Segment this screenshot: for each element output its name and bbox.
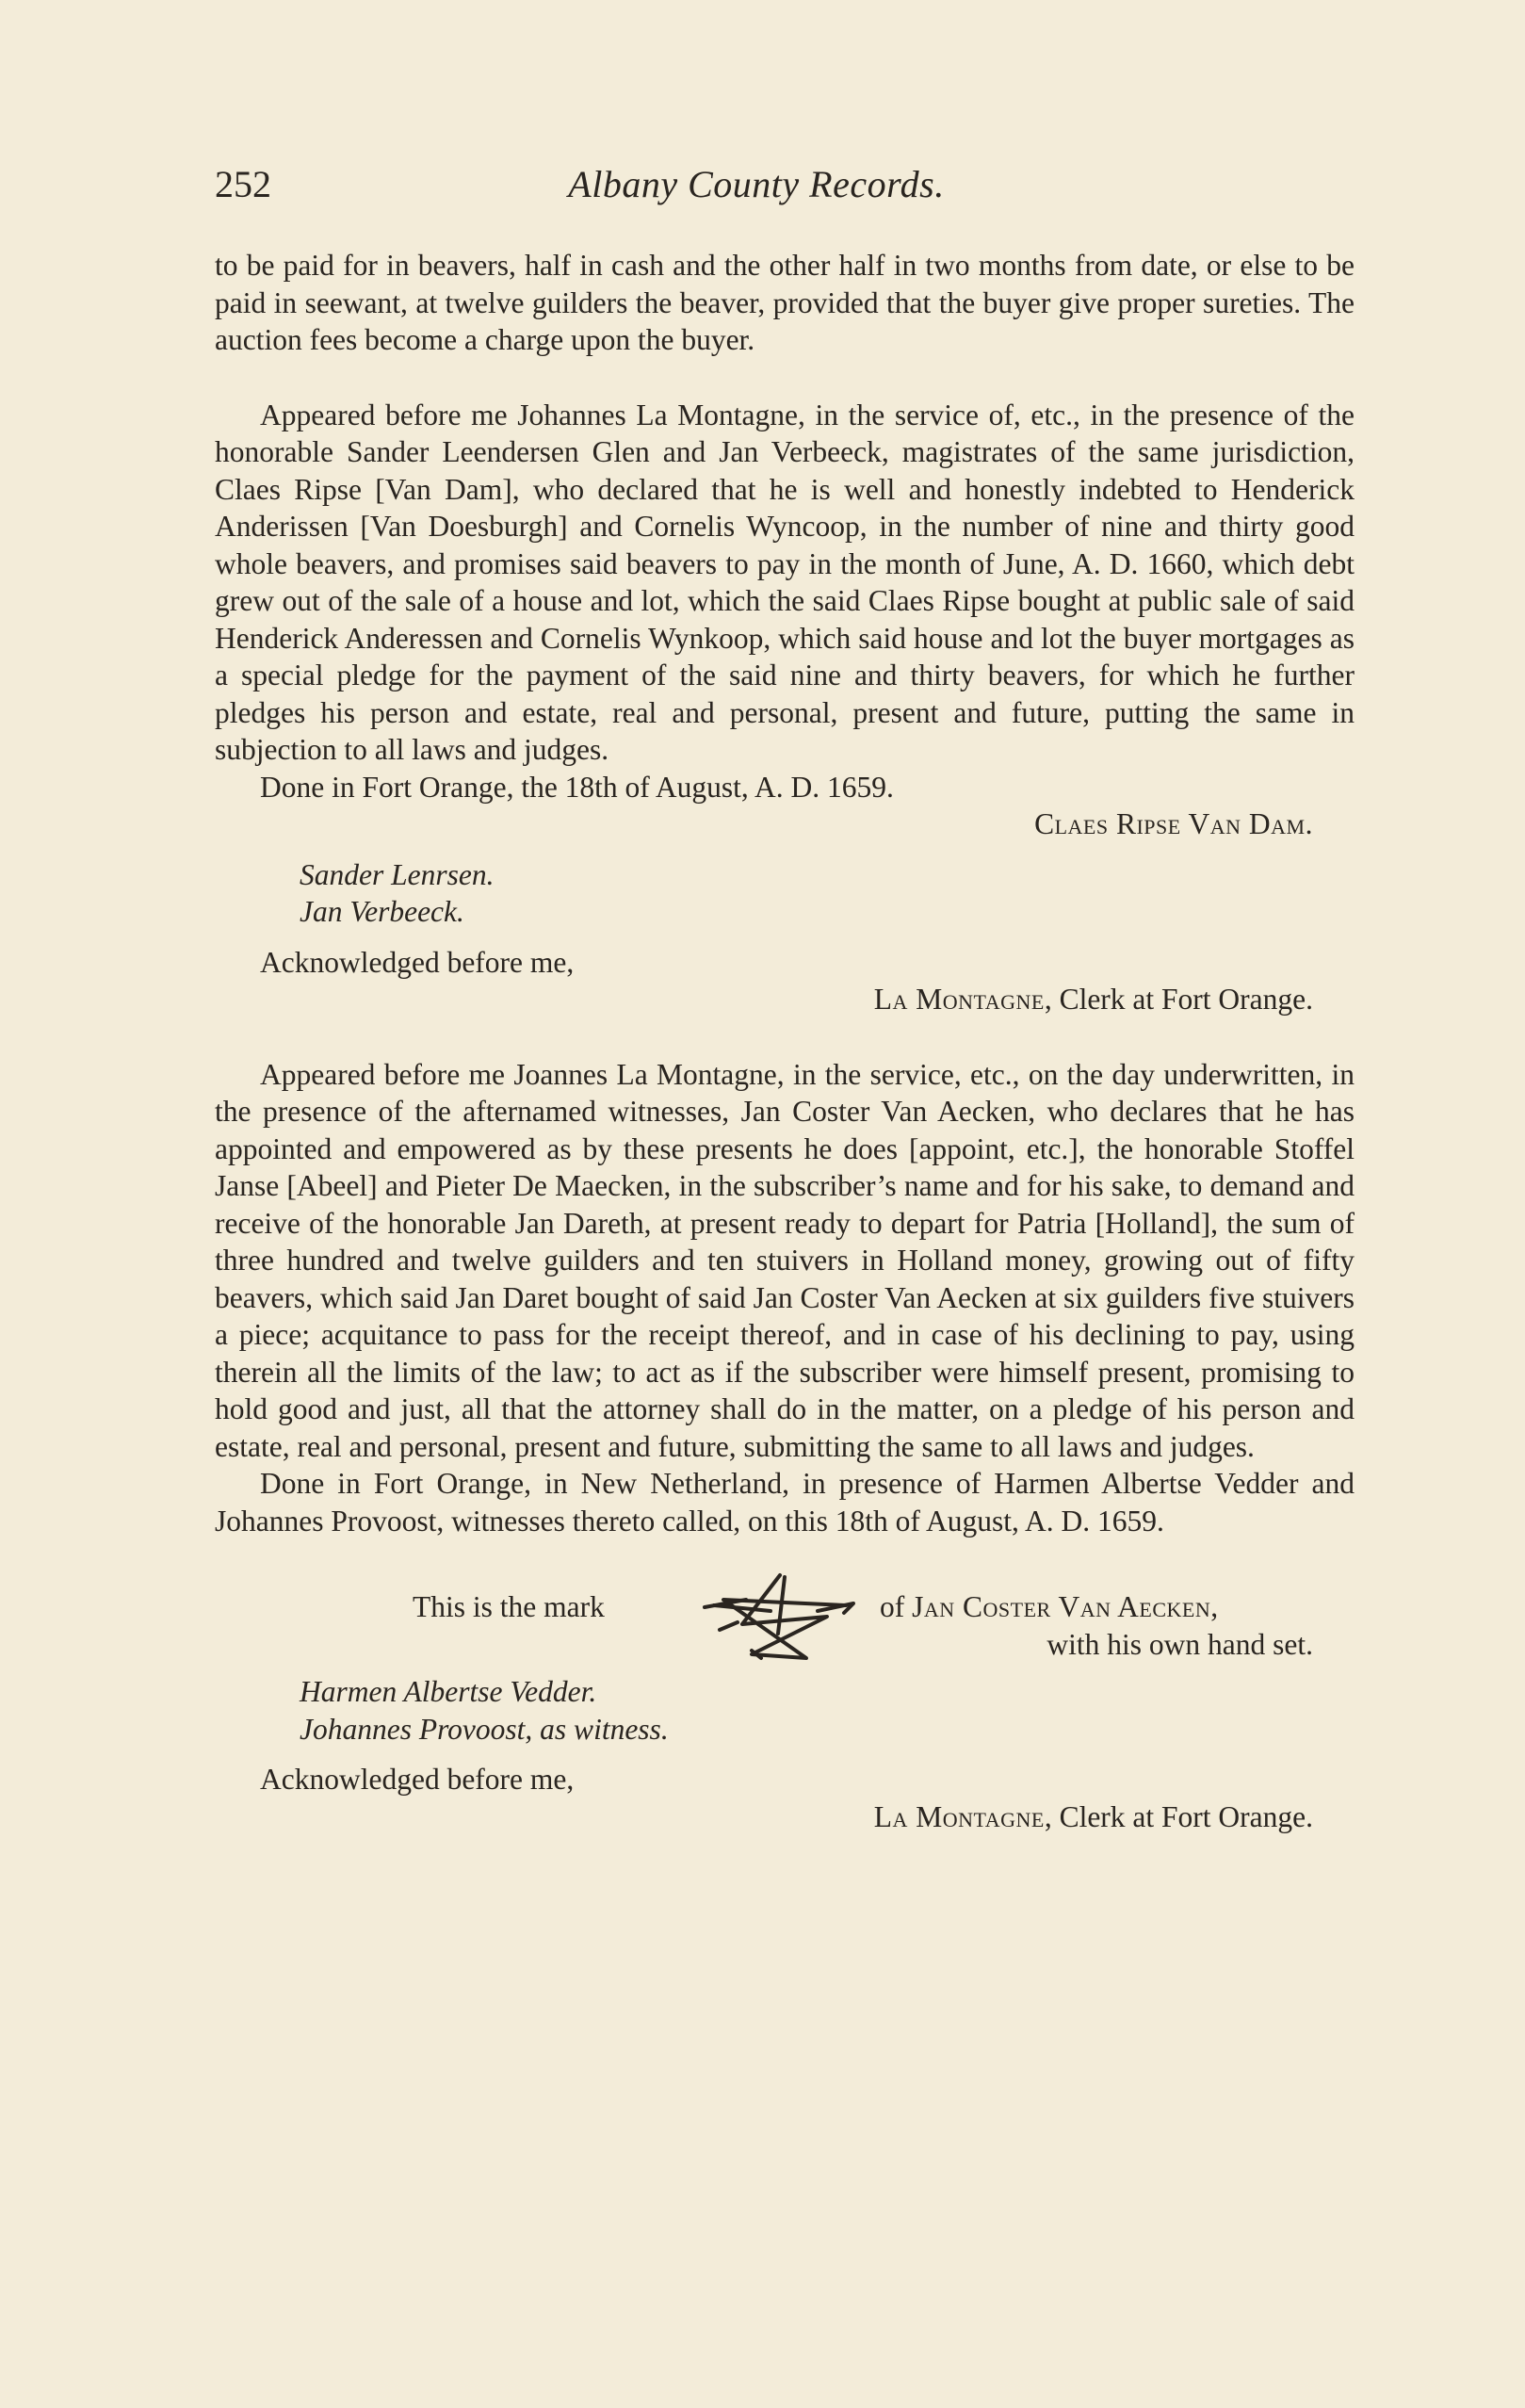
clerk-signature-2 xyxy=(215,1798,1355,1836)
done-date-2: Done in Fort Orange, in New Netherland, in presence of Harmen Albertse Vedder and Johannes Provoost, witnesses thereto called, on this 18th of August, A. D. 1659. xyxy=(215,1467,1355,1538)
paragraph-continuation: to be paid for in beavers, half in cash and the other half in two months from date, or else to be paid in seewant, at twelve guilders the beaver, provided that the buyer give proper sureties. The auction fees become a charge upon the buyer. xyxy=(215,249,1355,356)
clerk-title-2: , Clerk at Fort Orange. xyxy=(1044,1799,1313,1833)
acknowledgement-2: Acknowledged before me, xyxy=(260,1763,575,1796)
page-header xyxy=(215,162,1298,209)
hand-drawn-mark-icon xyxy=(686,1568,865,1671)
clerk-name-2: La Montagne xyxy=(873,1799,1045,1833)
paragraph-ripse-indebted: Appeared before me Johannes La Montagne, in the service of, etc., in the presence of the honorable Sander Leendersen Glen and Jan Verbeeck, magistrates of the same jurisdiction, Claes Ripse [Van Dam], who declared that he is well and honestly indebted to Henderick Anderissen [Van Doesburgh] and Cornelis Wyncoop, in the number of nine and thirty good whole beavers, and promises said beavers to pay in the month of June, A. D. 1660, which debt grew out of the sale of a house and lot, which the said Claes Ripse bought at public sale of said Henderick Anderessen and Cornelis Wynkoop, which said house and lot the buyer mortgages as a special pledge for the payment of the said nine and thirty beavers, for which he further pledges his person and estate, real and personal, present and future, putting the same in subjection to all laws and judges. xyxy=(215,398,1355,766)
page-number: 252 xyxy=(215,163,271,205)
clerk-name: La Montagne xyxy=(873,983,1045,1016)
mark-owner: of Jan Coster Van Aecken, xyxy=(880,1590,1219,1623)
mark-signature-line xyxy=(215,1577,1355,1660)
done-date-1: Done in Fort Orange, the 18th of August, A. D. 1659. xyxy=(260,770,894,804)
witness-johannes: Johannes Provoost, as witness. xyxy=(300,1712,669,1746)
mark-prefix: This is the mark xyxy=(413,1590,605,1623)
paragraph-power-of-attorney: Appeared before me Joannes La Montagne, in the service, etc., on the day underwritten, in the presence of the afternamed witnesses, Jan Coster Van Aecken, who declares that he has appointed and empowered as by these presents he does [appoint, etc.], the honorable Stoffel Janse [Abeel] and Pieter De Maecken, in the subscriber’s name and for his sake, to demand and receive of the honorable Jan Dareth, at present ready to depart for Patria [Holland], the sum of three hundred and twelve guilders and ten stuivers in Holland money, growing out of fifty beavers, which said Jan Daret bought of said Jan Coster Van Aecken at six guilders five stuivers a piece; acquitance to pass for the receipt thereof, and in case of his declining to pay, using therein all the limits of the law; to act as if the subscriber were himself present, promising to hold good and just, all that the attorney shall do in the matter, on a pledge of his person and estate, real and personal, present and future, submitting the same to all laws and judges. xyxy=(215,1057,1355,1463)
clerk-title: , Clerk at Fort Orange. xyxy=(1044,983,1313,1016)
signature-claes-ripse: Claes Ripse Van Dam. xyxy=(1034,807,1313,840)
clerk-signature-1 xyxy=(215,981,1355,1018)
witness-jan: Jan Verbeeck. xyxy=(300,895,464,928)
mark-owner-name: Jan Coster Van Aecken, xyxy=(912,1590,1219,1623)
witness-sander: Sander Lenrsen. xyxy=(300,857,495,891)
acknowledgement-1: Acknowledged before me, xyxy=(260,945,575,979)
witness-harmen: Harmen Albertse Vedder. xyxy=(300,1675,597,1708)
document-body xyxy=(215,247,1355,1835)
mark-suffix: with his own hand set. xyxy=(1046,1628,1313,1661)
running-title: Albany County Records. xyxy=(568,163,945,205)
